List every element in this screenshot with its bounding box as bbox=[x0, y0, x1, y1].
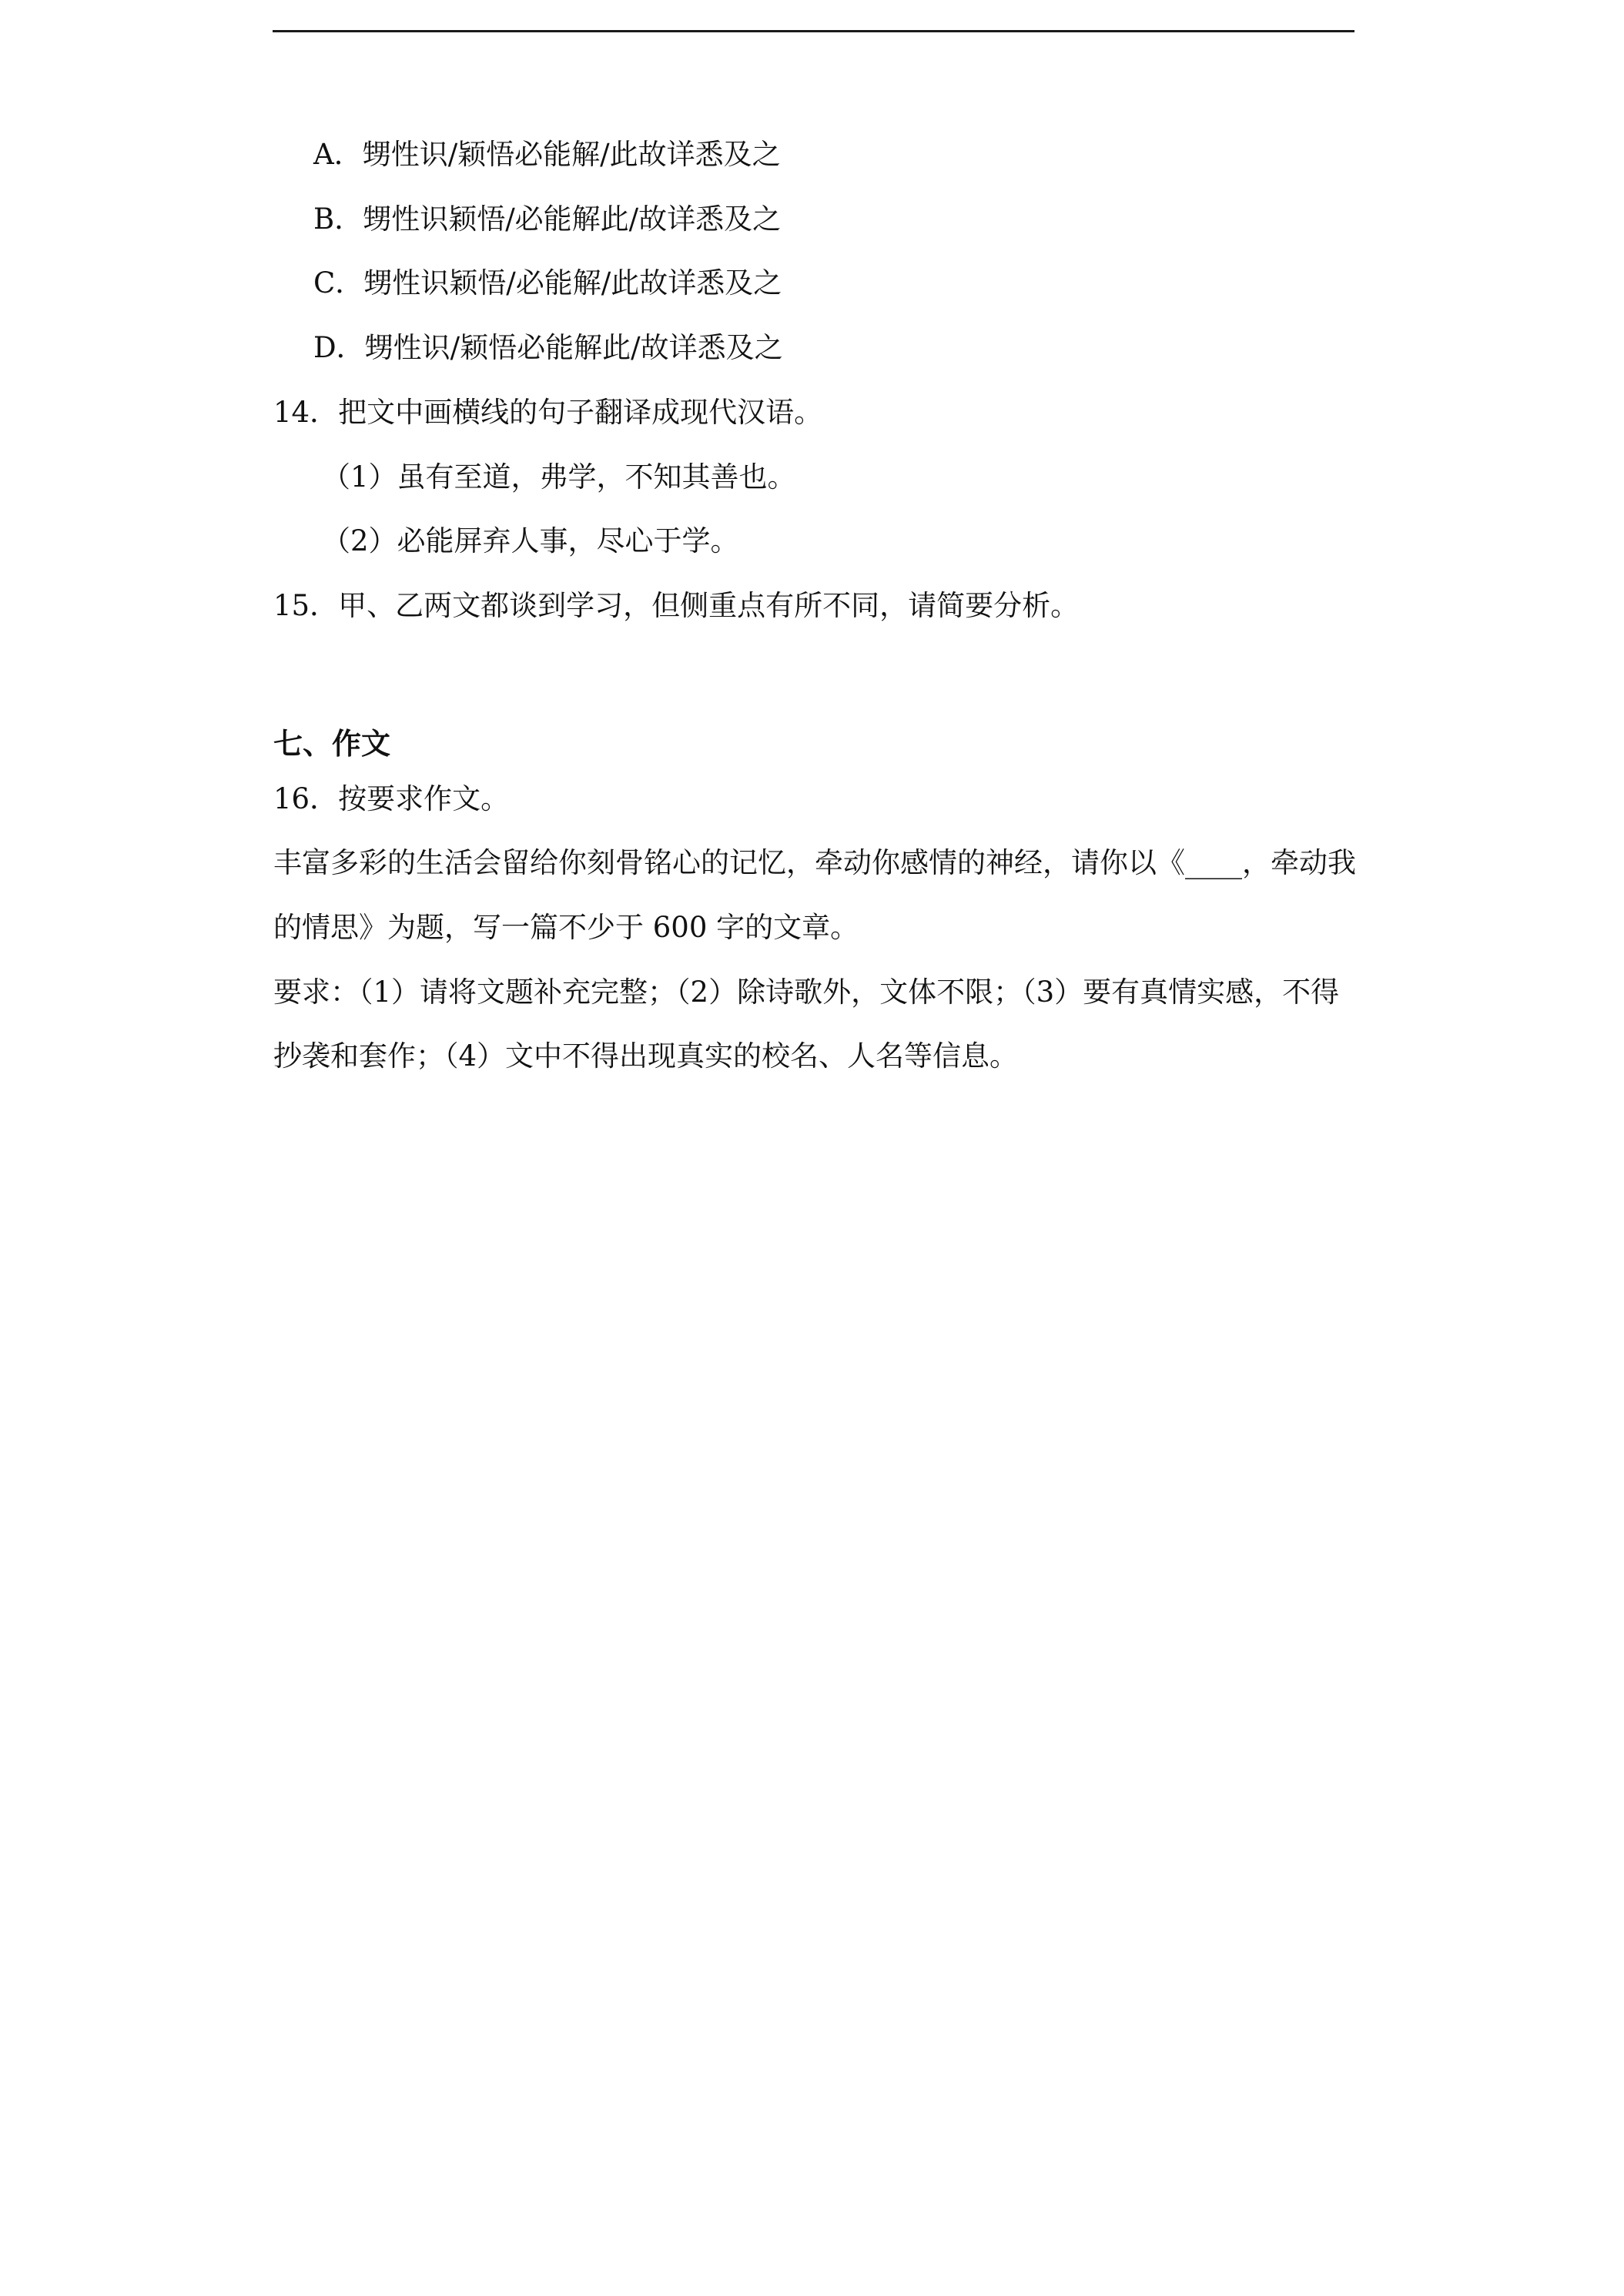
composition-requirement-line-2: 抄袭和套作；（4）文中不得出现真实的校名、人名等信息。 bbox=[273, 1039, 1019, 1073]
composition-requirement-line-1: 要求：（1）请将文题补充完整；（2）除诗歌外，文体不限；（3）要有真情实感，不得 bbox=[273, 976, 1340, 1009]
option-a: A．甥性识/颖悟必能解/此故详悉及之 bbox=[313, 138, 781, 171]
composition-material-line-2: 的情思》为题，写一篇不少于 600 字的文章。 bbox=[273, 911, 859, 944]
question-14-prompt: 14．把文中画横线的句子翻译成现代汉语。 bbox=[273, 396, 823, 429]
option-d: D．甥性识/颖悟必能解此/故详悉及之 bbox=[313, 331, 783, 364]
option-b: B．甥性识颖悟/必能解此/故详悉及之 bbox=[313, 202, 782, 236]
option-c: C．甥性识颖悟/必能解/此故详悉及之 bbox=[313, 266, 782, 300]
question-15-prompt: 15．甲、乙两文都谈到学习，但侧重点有所不同，请简要分析。 bbox=[273, 589, 1080, 622]
question-14-item-2: （2）必能屏弃人事，尽心于学。 bbox=[322, 524, 739, 557]
question-16-prompt: 16．按要求作文。 bbox=[273, 782, 510, 815]
composition-material-line-1: 丰富多彩的生活会留给你刻骨铭心的记忆，牵动你感情的神经，请你以《____，牵动我 bbox=[273, 846, 1356, 879]
section-heading-composition: 七、作文 bbox=[273, 727, 391, 761]
header-rule bbox=[273, 30, 1354, 32]
question-14-item-1: （1）虽有至道，弗学，不知其善也。 bbox=[322, 460, 796, 494]
